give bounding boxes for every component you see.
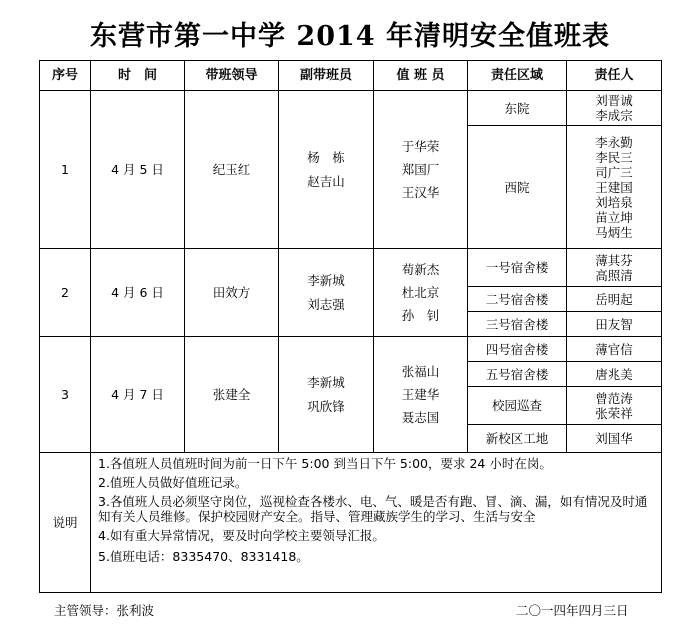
staff-cell: [374, 337, 468, 453]
header-row: [40, 61, 662, 91]
deputy-name: 杨 栋: [307, 149, 345, 165]
header-cell: 带班领导: [185, 61, 279, 91]
row-number: 3: [40, 337, 91, 453]
deputy-name: 赵吉山: [307, 173, 345, 189]
header-cell: 责任人: [567, 61, 662, 91]
table-row: [40, 249, 662, 287]
person-cell: [567, 249, 662, 287]
note-item: 5.值班电话：8335470、8331418。: [98, 549, 309, 564]
person-name: 张荣祥: [595, 405, 633, 421]
staff-name: 王建华: [401, 387, 440, 402]
shift-leader: 田效方: [185, 249, 279, 337]
deputy-name: 刘志强: [307, 296, 345, 312]
header-cell: 责任区域: [468, 61, 567, 91]
table-row: [40, 91, 662, 126]
note-item: 1.各值班人员值班时间为前一日下午 5:00 到当日下午 5:00，要求 24 小时在岗。: [98, 456, 552, 471]
area-cell: 校园巡查: [468, 387, 567, 425]
person-cell: [567, 387, 662, 425]
page-title: 东营市第一中学 2014 年清明安全值班表: [90, 21, 610, 52]
note-item: 2.值班人员做好值班记录。: [98, 475, 248, 490]
staff-cell: [374, 91, 468, 249]
area-cell: 二号宿舍楼: [468, 287, 567, 312]
person-cell: 唐兆美: [567, 362, 662, 387]
person-name: 李成宗: [595, 108, 633, 123]
staff-cell: [374, 249, 468, 337]
person-cell: 岳明起: [567, 287, 662, 312]
shift-leader: 纪玉红: [185, 91, 279, 249]
duty-table: [39, 60, 662, 593]
person-cell: 刘国华: [567, 425, 662, 453]
area-cell: 西院: [468, 126, 567, 249]
issue-date: 二〇一四年四月三日: [516, 603, 629, 618]
staff-name: 荀新杰: [401, 262, 440, 277]
person-name: 王建国: [595, 179, 633, 195]
deputy-cell: [279, 249, 374, 337]
deputy-name: 李新城: [307, 272, 345, 288]
header-cell: 序号: [40, 61, 91, 91]
notes-cell: [91, 453, 662, 593]
area-cell: 四号宿舍楼: [468, 337, 567, 362]
supervisor-line: 主管领导：张利波: [54, 603, 155, 618]
header-cell: 值 班 员: [374, 61, 468, 91]
deputy-cell: [279, 337, 374, 453]
person-name: 刘培泉: [595, 194, 633, 210]
area-cell: 三号宿舍楼: [468, 312, 567, 337]
duty-date: 4 月 5 日: [91, 91, 185, 249]
person-cell: 田友智: [567, 312, 662, 337]
person-name: 高照清: [595, 267, 633, 283]
deputy-name: 巩欣锋: [307, 398, 345, 414]
person-name: 李民三: [595, 149, 633, 165]
header-cell: 时 间: [91, 61, 185, 91]
staff-name: 王汉华: [401, 185, 440, 200]
person-cell: 薄官信: [567, 337, 662, 362]
person-cell: [567, 91, 662, 126]
person-name: 苗立坤: [595, 209, 633, 225]
duty-date: 4 月 7 日: [91, 337, 185, 453]
person-name: 曾范涛: [595, 390, 633, 406]
duty-date: 4 月 6 日: [91, 249, 185, 337]
staff-name: 孙 钊: [401, 308, 440, 323]
person-name: 马炳生: [595, 224, 633, 240]
notes-label: 说明: [40, 453, 91, 593]
person-name: 司广三: [595, 164, 633, 180]
header-cell: 副带班员: [279, 61, 374, 91]
area-cell: 东院: [468, 91, 567, 126]
person-cell: [567, 126, 662, 249]
staff-name: 于华荣: [401, 139, 440, 154]
staff-name: 张福山: [401, 364, 440, 379]
note-item: 4.如有重大异常情况，要及时向学校主要领导汇报。: [98, 528, 385, 543]
deputy-cell: [279, 91, 374, 249]
area-cell: 新校区工地: [468, 425, 567, 453]
staff-name: 杜北京: [401, 285, 440, 300]
deputy-name: 李新城: [307, 374, 345, 390]
staff-name: 聂志国: [401, 410, 440, 425]
person-name: 刘晋诚: [595, 93, 633, 108]
person-name: 薄其芬: [595, 252, 633, 268]
area-cell: 一号宿舍楼: [468, 249, 567, 287]
row-number: 1: [40, 91, 91, 249]
shift-leader: 张建全: [185, 337, 279, 453]
notes-row: [40, 453, 662, 593]
staff-name: 郑国厂: [401, 162, 440, 177]
person-name: 李永勤: [595, 134, 633, 150]
area-cell: 五号宿舍楼: [468, 362, 567, 387]
note-item: 3.各值班人员必须坚守岗位，巡视检查各楼水、电、气、暖是否有跑、冒、滴、漏，如有情况及时通知有关人员维修。保护校园财产安全。指导、管理藏族学生的学习、生活与安全: [98, 494, 648, 524]
row-number: 2: [40, 249, 91, 337]
table-row: [40, 337, 662, 362]
